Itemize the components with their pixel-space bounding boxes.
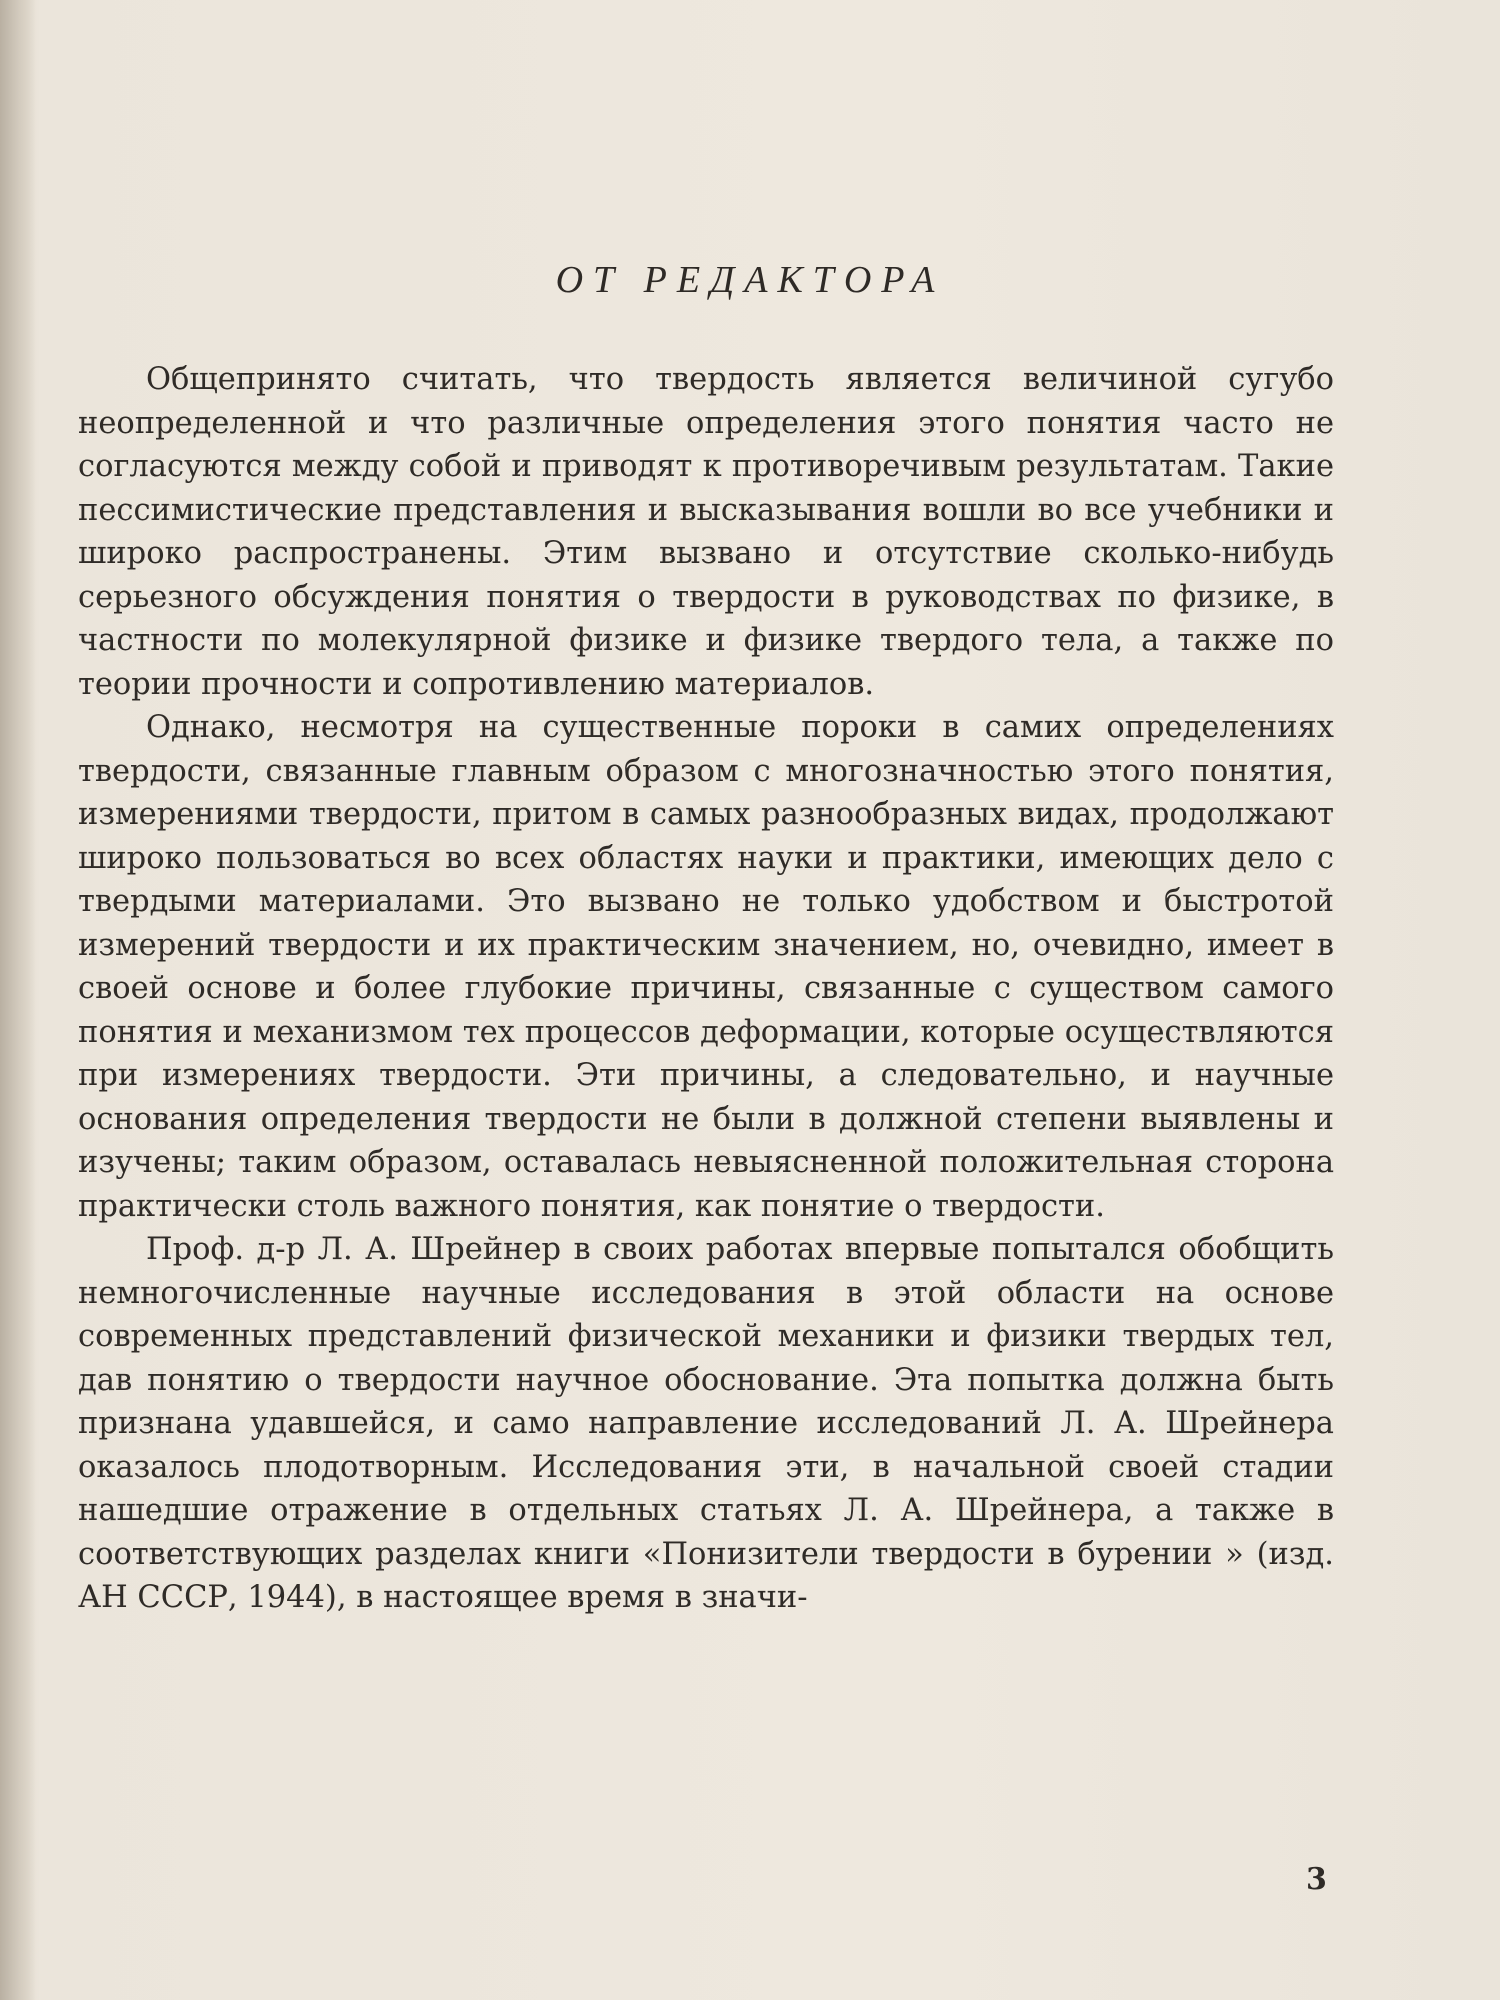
section-heading: ОТ РЕДАКТОРА [555, 259, 945, 301]
body-text [78, 358, 1334, 1620]
paragraph-1: Общепринято считать, что твердость является величиной сугубо неопределенной и что различные определения этого понятия часто не согласуются между собой и приводят к противоречивым результатам. Такие пессимистические представления и высказывания вошли во все учебники и широко распространены. Этим вызвано и отсутствие сколько-нибудь серьезного обсуждения понятия о твердости в руководствах по физике, в частности по молекулярной физике и физике твердого тела, а также по теории прочности и сопротивлению материалов. [78, 362, 1334, 702]
page-number: 3 [1306, 1862, 1327, 1897]
paragraph-3: Проф. д-р Л. А. Шрейнер в своих работах впервые попытался обобщить немногочисленные научные исследования в этой области на основе современных представлений физической механики и физики твердых тел, дав понятию о твердости научное обоснование. Эта попытка должна быть признана удавшейся, и само направление исследований Л. А. Шрейнера оказалось плодотворным. Исследования эти, в начальной своей стадии нашедшие отражение в отдельных статьях Л. А. Шрейнера, а также в соответствующих разделах книги «Понизители твердости в бурении » (изд. АН СССР, 1944), в настоящее время в значи- [78, 1232, 1334, 1615]
paragraph-2: Однако, несмотря на существенные пороки в самих определениях твердости, связанные главным образом с многозначностью этого понятия, измерениями твердости, притом в самых разнообразных видах, продолжают широко пользоваться во всех областях науки и практики, имеющих дело с твердыми материалами. Это вызвано не только удобством и быстротой измерений твердости и их практическим значением, но, очевидно, имеет в своей основе и более глубокие причины, связанные с существом самого понятия и механизмом тех процессов деформации, которые осуществляются при измерениях твердости. Эти причины, а следовательно, и научные основания определения твердости не были в должной степени выявлены и изучены; таким образом, оставалась невыясненной положительная сторона практически столь важного понятия, как понятие о твердости. [78, 710, 1334, 1224]
